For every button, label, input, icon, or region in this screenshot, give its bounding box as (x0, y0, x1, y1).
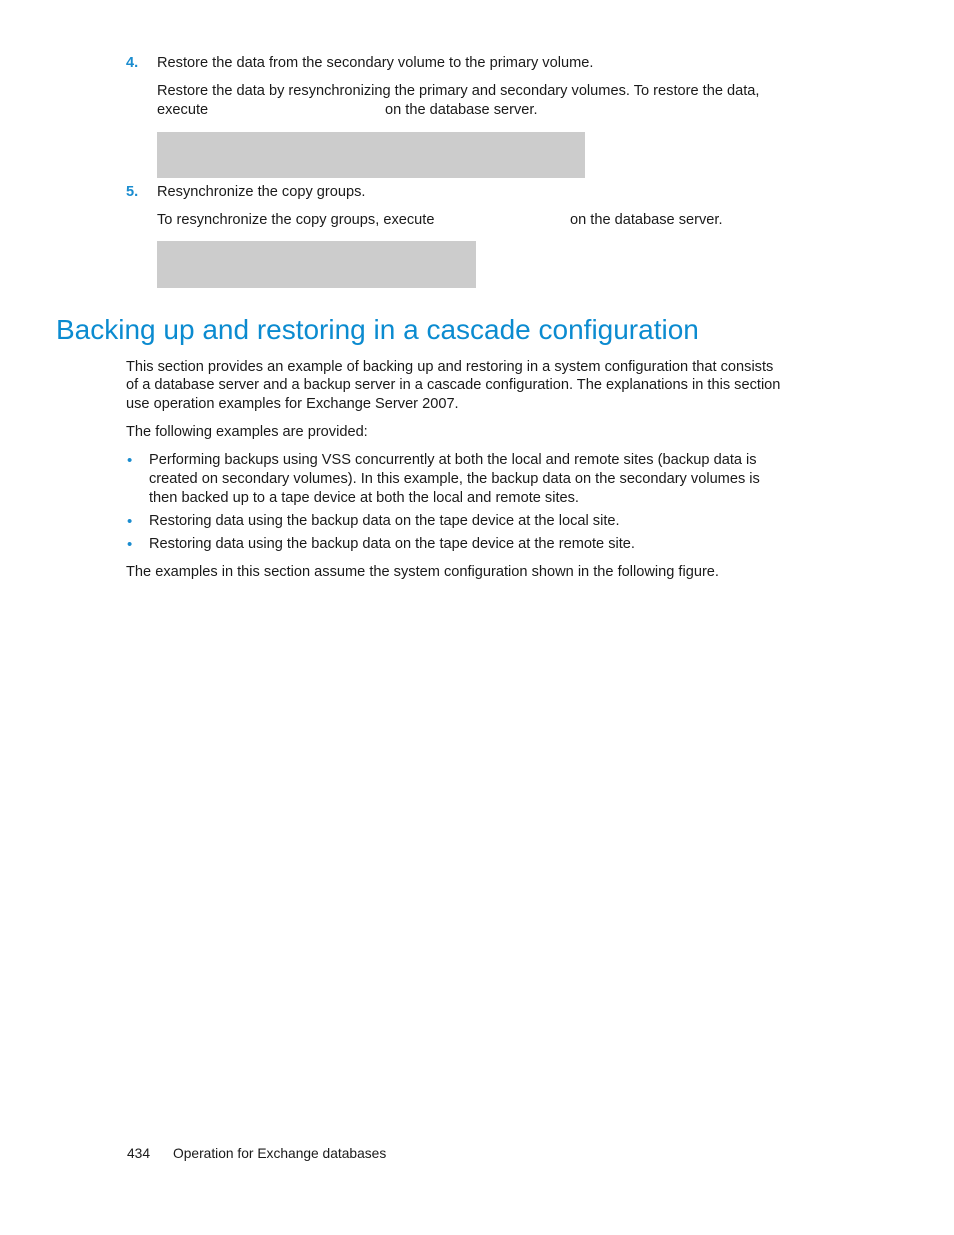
bullet-1-line-1: Performing backups using VSS concurrently at both the local and remote sites (backup data is (149, 452, 757, 468)
step-5-number: 5. (126, 184, 139, 200)
examples-intro: The following examples are provided: (126, 424, 368, 440)
closing-paragraph: The examples in this section assume the system configuration shown in the following figure. (126, 564, 719, 580)
intro-line-2: of a database server and a backup server in a cascade configuration. The explanations in this section (126, 377, 781, 393)
bullet-1-line-2: created on secondary volumes). In this example, the backup data on the secondary volumes is (149, 471, 760, 487)
page-number: 434 (127, 1146, 151, 1161)
step-4-command-box (157, 132, 585, 178)
bullet-icon: • (127, 513, 133, 530)
chapter-title: Operation for Exchange databases (173, 1146, 387, 1161)
bullet-2-line-1: Restoring data using the backup data on the tape device at the local site. (149, 513, 620, 529)
step-4-body-line1: Restore the data by resynchronizing the primary and secondary volumes. To restore the data, (157, 83, 760, 99)
intro-line-1: This section provides an example of backing up and restoring in a system configuration that consists (126, 359, 774, 375)
bullet-icon: • (127, 536, 133, 553)
step-5-body-pre: To resynchronize the copy groups, execute (157, 212, 435, 228)
bullet-1-line-3: then backed up to a tape device at both the local and remote sites. (149, 490, 579, 506)
step-5-command-box (157, 241, 476, 288)
step-4-body-line2-post: on the database server. (385, 102, 538, 118)
step-5-body-post: on the database server. (570, 212, 723, 228)
bullet-icon: • (127, 452, 133, 469)
section-heading: Backing up and restoring in a cascade configuration (56, 314, 699, 345)
step-5-title: Resynchronize the copy groups. (157, 184, 366, 200)
bullet-3-line-1: Restoring data using the backup data on the tape device at the remote site. (149, 536, 635, 552)
step-4-body-line2-pre: execute (157, 102, 209, 118)
step-4-number: 4. (126, 55, 139, 71)
step-4-title: Restore the data from the secondary volume to the primary volume. (157, 55, 594, 71)
intro-line-3: use operation examples for Exchange Server 2007. (126, 396, 459, 412)
